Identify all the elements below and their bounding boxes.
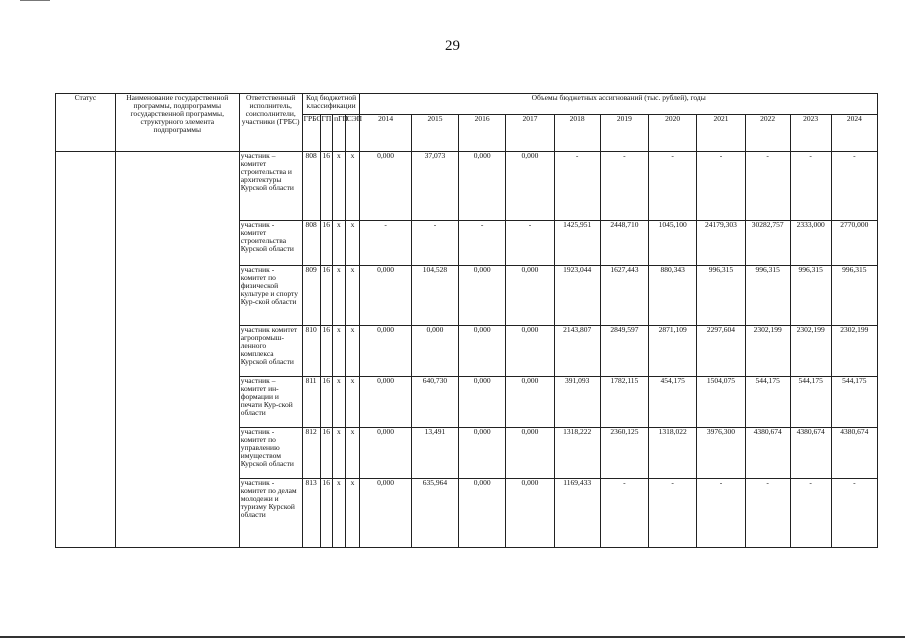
value-cell: 13,491	[411, 428, 458, 479]
participant-cell: участник - комитет строительства Курской области	[239, 221, 302, 266]
header-budget-code: Код бюджетной классификации	[302, 94, 360, 115]
code-cell-sep: х	[345, 326, 360, 377]
value-cell: 2302,199	[831, 326, 877, 377]
header-name: Наименование государственной программы, подпрограммы государственной программы, структурного элемента подпрограммы	[115, 94, 239, 152]
header-year: 2019	[600, 115, 648, 152]
value-cell: 544,175	[790, 377, 831, 428]
code-cell-sep: х	[345, 479, 360, 548]
value-cell: 2849,597	[600, 326, 648, 377]
value-cell: 996,315	[831, 266, 877, 326]
header-code-col: ГП	[320, 115, 333, 152]
code-cell-grbs: 808	[302, 152, 320, 221]
header-year: 2016	[459, 115, 506, 152]
value-cell: -	[600, 152, 648, 221]
value-cell: -	[411, 221, 458, 266]
code-cell-pgp: х	[333, 266, 346, 326]
value-cell: 1425,951	[554, 221, 600, 266]
code-cell-gp: 16	[320, 428, 333, 479]
header-year: 2023	[790, 115, 831, 152]
value-cell: -	[649, 152, 697, 221]
code-cell-grbs: 812	[302, 428, 320, 479]
code-cell-gp: 16	[320, 221, 333, 266]
value-cell: 0,000	[411, 326, 458, 377]
value-cell: 0,000	[506, 266, 554, 326]
header-code-col: ГРБС	[302, 115, 320, 152]
value-cell: -	[459, 221, 506, 266]
value-cell: -	[745, 479, 790, 548]
value-cell: 640,730	[411, 377, 458, 428]
participant-cell: участник - комитет по делам молодежи и туризму Курской области	[239, 479, 302, 548]
code-cell-grbs: 811	[302, 377, 320, 428]
value-cell: -	[831, 479, 877, 548]
bottom-border	[0, 636, 905, 638]
value-cell: 24179,303	[697, 221, 745, 266]
code-cell-pgp: х	[333, 377, 346, 428]
header-year: 2021	[697, 115, 745, 152]
value-cell: 391,093	[554, 377, 600, 428]
value-cell: 2871,109	[649, 326, 697, 377]
value-cell: 2143,807	[554, 326, 600, 377]
value-cell: 2448,710	[600, 221, 648, 266]
participant-cell: участник – комитет ин-формации и печати Кур-ской области	[239, 377, 302, 428]
value-cell: -	[360, 221, 411, 266]
value-cell: -	[600, 479, 648, 548]
header-year: 2020	[649, 115, 697, 152]
code-cell-pgp: х	[333, 221, 346, 266]
value-cell: 3976,300	[697, 428, 745, 479]
value-cell: 635,964	[411, 479, 458, 548]
value-cell: 880,343	[649, 266, 697, 326]
value-cell: 544,175	[745, 377, 790, 428]
header-status: Статус	[56, 94, 116, 152]
code-cell-sep: х	[345, 428, 360, 479]
value-cell: 1318,022	[649, 428, 697, 479]
value-cell: 2360,125	[600, 428, 648, 479]
code-cell-sep: х	[345, 266, 360, 326]
value-cell: 2770,000	[831, 221, 877, 266]
value-cell: 0,000	[506, 152, 554, 221]
code-cell-grbs: 809	[302, 266, 320, 326]
code-cell-pgp: х	[333, 326, 346, 377]
value-cell: 1782,115	[600, 377, 648, 428]
value-cell: 4380,674	[831, 428, 877, 479]
header-volumes: Объемы бюджетных ассигнований (тыс. рублей), годы	[360, 94, 878, 115]
header-year: 2015	[411, 115, 458, 152]
value-cell: 4380,674	[790, 428, 831, 479]
value-cell: 0,000	[459, 266, 506, 326]
code-cell-grbs: 808	[302, 221, 320, 266]
value-cell: 104,528	[411, 266, 458, 326]
name-cell	[115, 152, 239, 548]
code-cell-gp: 16	[320, 266, 333, 326]
table-body	[56, 152, 878, 548]
participant-cell: участник - комитет по управлению имуществом Курской области	[239, 428, 302, 479]
header-code-col: СЭП	[345, 115, 360, 152]
value-cell: 1923,044	[554, 266, 600, 326]
value-cell: -	[790, 152, 831, 221]
budget-table	[55, 93, 878, 548]
code-cell-sep: х	[345, 377, 360, 428]
code-cell-sep: х	[345, 221, 360, 266]
header-executor: Ответственный исполнитель, соисполнители, участники (ГРБС)	[239, 94, 302, 152]
value-cell: 0,000	[506, 428, 554, 479]
header-year: 2024	[831, 115, 877, 152]
code-cell-sep: х	[345, 152, 360, 221]
code-cell-gp: 16	[320, 152, 333, 221]
value-cell: 0,000	[459, 377, 506, 428]
participant-cell: участник – комитет строительства и архитектуры Курской области	[239, 152, 302, 221]
value-cell: 996,315	[790, 266, 831, 326]
value-cell: 30282,757	[745, 221, 790, 266]
value-cell: 0,000	[459, 152, 506, 221]
participant-cell: участник - комитет по физической культуре и спорту Кур-ской области	[239, 266, 302, 326]
value-cell: 1045,100	[649, 221, 697, 266]
value-cell: 454,175	[649, 377, 697, 428]
value-cell: 0,000	[360, 479, 411, 548]
value-cell: 4380,674	[745, 428, 790, 479]
value-cell: -	[554, 152, 600, 221]
value-cell: 0,000	[360, 428, 411, 479]
value-cell: 544,175	[831, 377, 877, 428]
code-cell-gp: 16	[320, 479, 333, 548]
value-cell: 37,073	[411, 152, 458, 221]
value-cell: 0,000	[506, 326, 554, 377]
value-cell: 1169,433	[554, 479, 600, 548]
header-year: 2014	[360, 115, 411, 152]
value-cell: 996,315	[745, 266, 790, 326]
value-cell: 0,000	[360, 326, 411, 377]
value-cell: -	[745, 152, 790, 221]
code-cell-pgp: х	[333, 428, 346, 479]
header-year: 2018	[554, 115, 600, 152]
value-cell: -	[506, 221, 554, 266]
value-cell: 0,000	[360, 152, 411, 221]
value-cell: 0,000	[360, 377, 411, 428]
value-cell: 0,000	[459, 428, 506, 479]
value-cell: -	[697, 152, 745, 221]
value-cell: 996,315	[697, 266, 745, 326]
value-cell: -	[831, 152, 877, 221]
page-number: 29	[445, 38, 460, 54]
code-cell-gp: 16	[320, 377, 333, 428]
value-cell: -	[790, 479, 831, 548]
code-cell-pgp: х	[333, 152, 346, 221]
value-cell: -	[697, 479, 745, 548]
participant-cell: участник комитет агропромыш-ленного комплекса Курской области	[239, 326, 302, 377]
value-cell: 2297,604	[697, 326, 745, 377]
value-cell: 2302,199	[745, 326, 790, 377]
value-cell: 0,000	[506, 479, 554, 548]
table-row	[56, 152, 878, 221]
code-cell-grbs: 813	[302, 479, 320, 548]
scan-edge-mark	[20, 0, 50, 2]
value-cell: 2302,199	[790, 326, 831, 377]
value-cell: 2333,000	[790, 221, 831, 266]
code-cell-grbs: 810	[302, 326, 320, 377]
header-code-col: пГП	[333, 115, 346, 152]
value-cell: 0,000	[459, 479, 506, 548]
value-cell: 1627,443	[600, 266, 648, 326]
value-cell: 1318,222	[554, 428, 600, 479]
code-cell-gp: 16	[320, 326, 333, 377]
value-cell: 1504,075	[697, 377, 745, 428]
header-year: 2022	[745, 115, 790, 152]
value-cell: 0,000	[459, 326, 506, 377]
value-cell: -	[649, 479, 697, 548]
status-cell	[56, 152, 116, 548]
value-cell: 0,000	[506, 377, 554, 428]
value-cell: 0,000	[360, 266, 411, 326]
code-cell-pgp: х	[333, 479, 346, 548]
header-year: 2017	[506, 115, 554, 152]
